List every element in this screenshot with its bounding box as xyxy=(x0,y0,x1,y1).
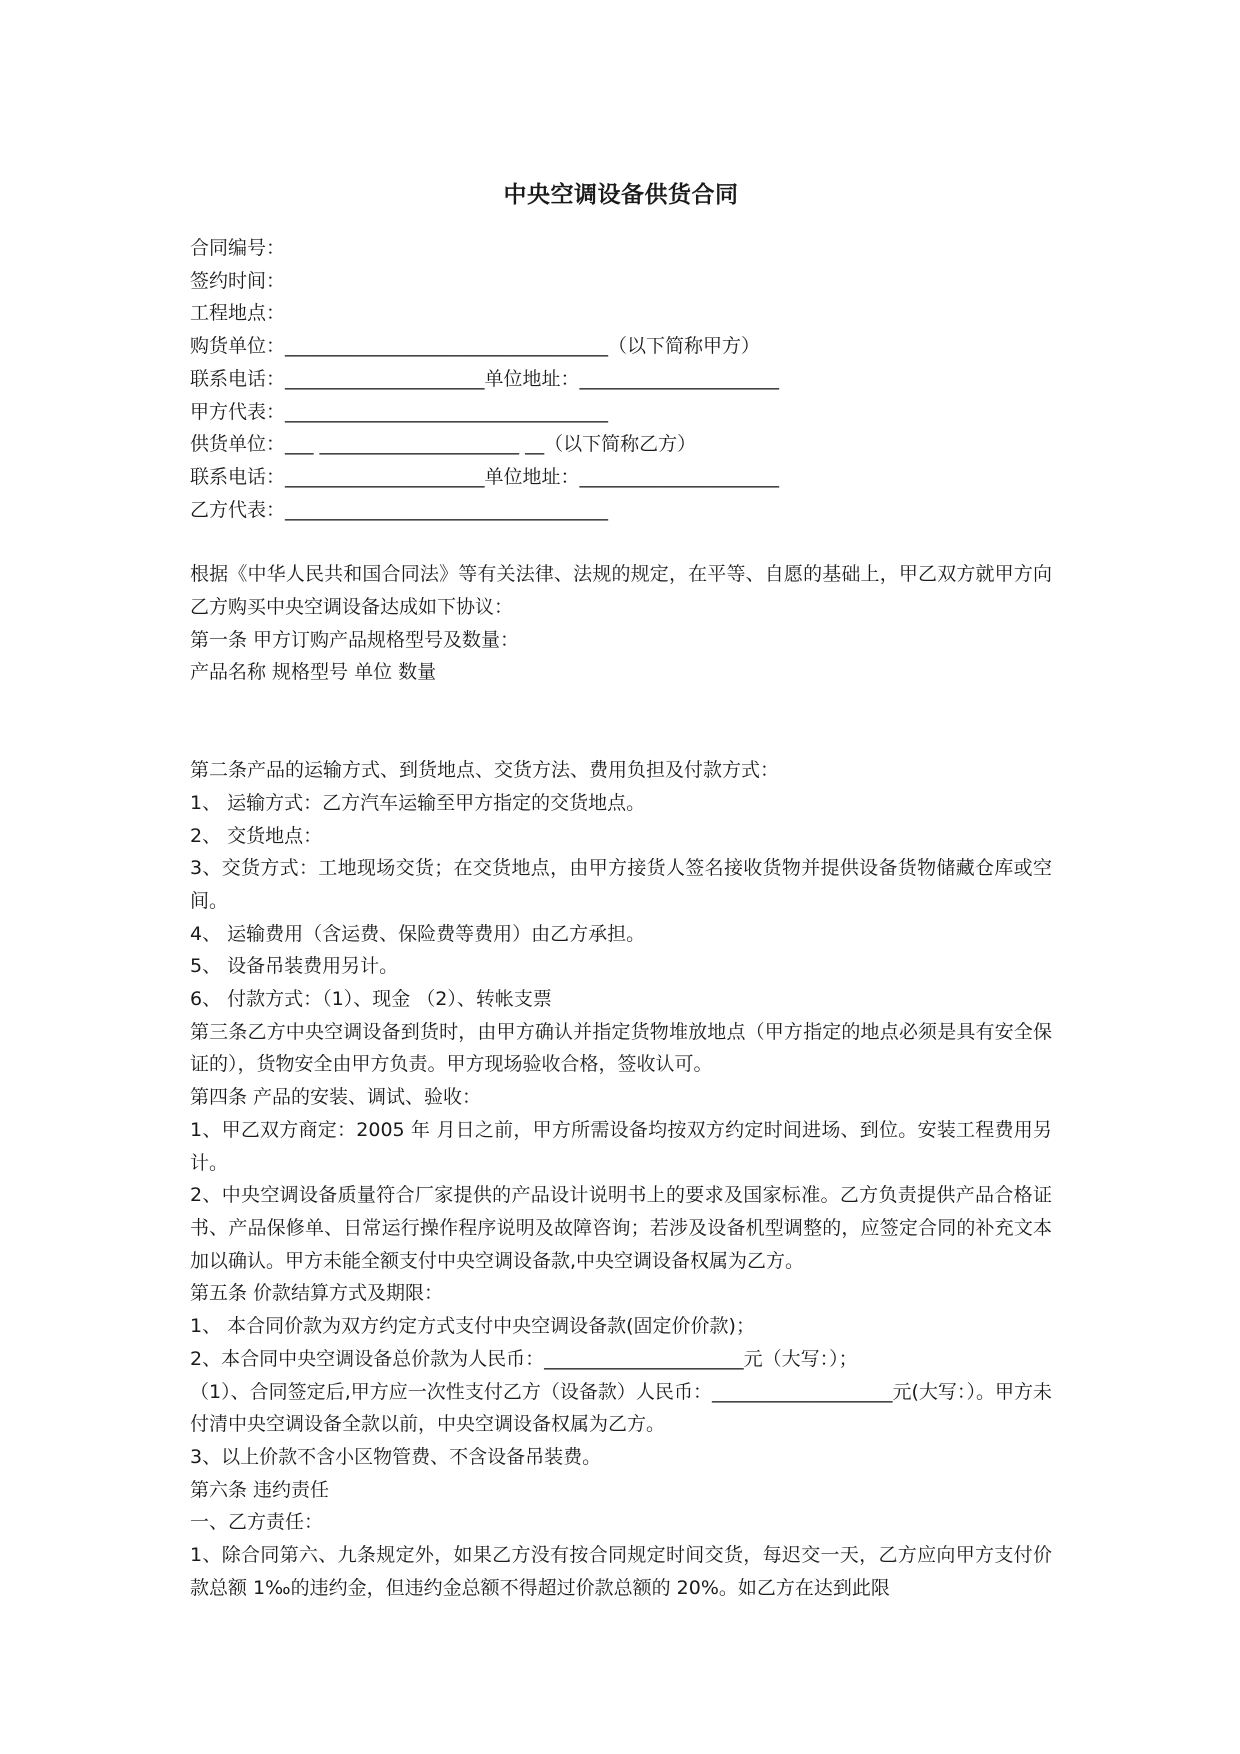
field-project-location: 工程地点： xyxy=(190,302,286,325)
clause-transport: 1、 运输方式：乙方汽车运输至甲方指定的交货地点。 xyxy=(190,791,646,814)
article-3: 第三条乙方中央空调设备到货时，由甲方确认并指定货物堆放地点（甲方指定的地点必须是具有安全保证的），货物安全由甲方负责。甲方现场验收合格，签收认可。 xyxy=(190,1020,1052,1076)
clause-lump-sum-payment: （1）、合同签定后,甲方应一次性支付乙方（设备款）人民币：___________________元(大写：）。甲方未付清中央空调设备全款以前，中央空调设备权属为乙方。 xyxy=(190,1380,1052,1436)
clause-delivery-location: 2、 交货地点： xyxy=(190,824,323,847)
field-signing-time: 签约时间： xyxy=(190,269,286,292)
article-1-heading: 第一条 甲方订购产品规格型号及数量： xyxy=(190,628,520,651)
field-buyer: 购货单位：__________________________________（以下简称甲方） xyxy=(190,335,761,358)
field-supplier-representative: 乙方代表：__________________________________ xyxy=(190,498,609,521)
clause-payment-method: 6、 付款方式：（1）、现金 （2）、转帐支票 xyxy=(190,988,552,1011)
product-table-header: 产品名称 规格型号 单位 数量 xyxy=(190,661,437,684)
field-supplier: 供货单位：___ _____________________ __（以下简称乙方） xyxy=(190,433,697,456)
article-4-heading: 第四条 产品的安装、调试、验收： xyxy=(190,1086,482,1109)
field-contract-number: 合同编号： xyxy=(190,237,286,259)
clause-hoisting-cost: 5、 设备吊装费用另计。 xyxy=(190,955,399,978)
field-supplier-contact: 联系电话：_____________________单位地址：_____________________ xyxy=(190,465,780,488)
supplier-liability-heading: 一、乙方责任： xyxy=(190,1511,324,1534)
clause-quality-standard: 2、中央空调设备质量符合厂家提供的产品设计说明书上的要求及国家标准。乙方负责提供产品合格证书、产品保修单、日常运行操作程序说明及故障咨询；若涉及设备机型调整的，应签定合同的补充文本加以确认。甲方未能全额支付中央空调设备款,中央空调设备权属为乙方。 xyxy=(190,1184,1052,1272)
clause-total-price: 2、本合同中央空调设备总价款为人民币：_____________________元（大写：）； xyxy=(190,1347,858,1370)
clause-delivery-method: 3、交货方式：工地现场交货；在交货地点，由甲方接货人签名接收货物并提供设备货物储藏仓库或空间。 xyxy=(190,857,1052,912)
contract-body xyxy=(190,754,1052,1604)
document-title: 中央空调设备供货合同 xyxy=(503,182,739,208)
article-6-heading: 第六条 违约责任 xyxy=(190,1478,330,1501)
article-2-heading: 第二条产品的运输方式、到货地点、交货方法、费用负担及付款方式： xyxy=(190,759,780,782)
header-fields xyxy=(190,232,1052,526)
field-buyer-representative: 甲方代表：__________________________________ xyxy=(190,400,609,423)
clause-late-delivery-penalty: 1、除合同第六、九条规定外，如果乙方没有按合同规定时间交货，每迟交一天，乙方应向甲方支付价款总额 1‰的违约金，但违约金总额不得超过价款总额的 20%。如乙方在达到此限 xyxy=(190,1544,1052,1599)
article-5-heading: 第五条 价款结算方式及期限： xyxy=(190,1282,444,1305)
field-buyer-contact: 联系电话：_____________________单位地址：_____________________ xyxy=(190,367,780,390)
contract-page xyxy=(190,178,1052,1604)
clause-transport-cost: 4、 运输费用（含运费、保险费等费用）由乙方承担。 xyxy=(190,922,646,945)
clause-installation-schedule: 1、甲乙双方商定：2005 年 月日之前，甲方所需设备均按双方约定时间进场、到位。安装工程费用另计。 xyxy=(190,1118,1052,1174)
clause-price-exclusions: 3、以上价款不含小区物管费、不含设备吊装费。 xyxy=(190,1445,602,1468)
clause-fixed-price: 1、 本合同价款为双方约定方式支付中央空调设备款(固定价价款)； xyxy=(190,1315,755,1338)
intro-paragraph: 根据《中华人民共和国合同法》等有关法律、法规的规定，在平等、自愿的基础上，甲乙双方就甲方向乙方购买中央空调设备达成如下协议： xyxy=(190,563,1052,619)
